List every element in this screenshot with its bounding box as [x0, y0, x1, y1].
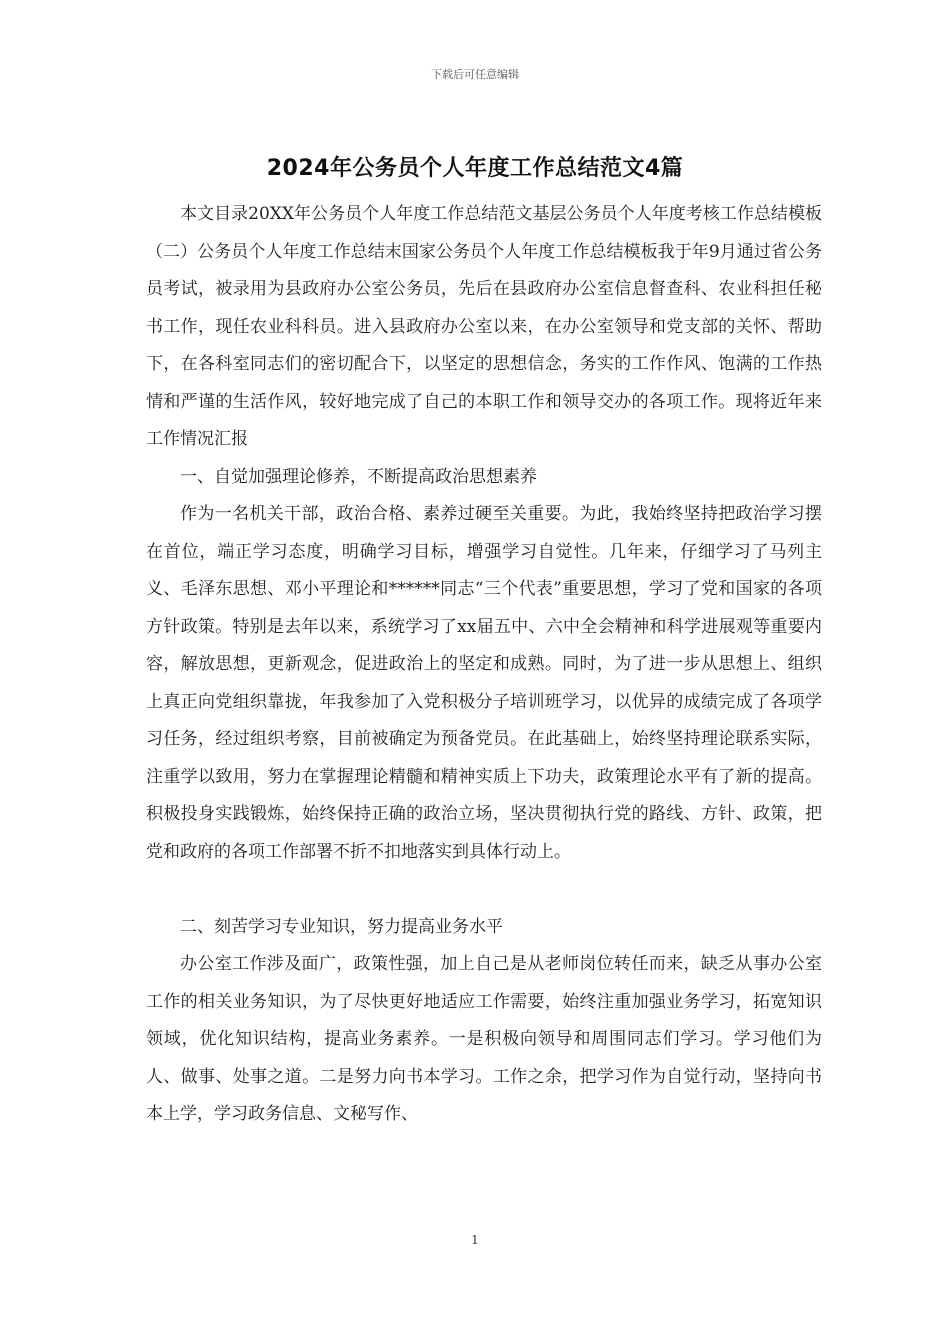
paragraph-section-2: 办公室工作涉及面广，政策性强，加上自己是从老师岗位转任而来，缺乏从事办公室工作的相关业务知识，为了尽快更好地适应工作需要，始终注重加强业务学习，拓宽知识领域，优化知识结构，提高业务素养。一是积极向领导和周围同志们学习。学习他们为人、做事、处事之道。二是努力向书本学习。工作之余，把学习作为自觉行动，坚持向书本上学，学习政务信息、文秘写作、: [146, 954, 822, 1124]
section-heading-2: 二、刻苦学习专业知识，努力提高业务水平: [180, 916, 503, 937]
page-number: 1: [471, 1233, 479, 1247]
header-note: 下载后可任意编辑: [431, 68, 519, 81]
section-heading-1: 一、自觉加强理论修养，不断提高政治思想素养: [180, 466, 537, 487]
paragraph-intro: 本文目录20XX年公务员个人年度工作总结范文基层公务员个人年度考核工作总结模板（二）公务员个人年度工作总结末国家公务员个人年度工作总结模板我于年9月通过省公务员考试，被录用为县政府办公室公务员，先后在县政府办公室信息督查科、农业科担任秘书工作，现任农业科科员。进入县政府办公室以来，在办公室领导和党支部的关怀、帮助下，在各科室同志们的密切配合下，以坚定的思想信念，务实的工作作风、饱满的工作热情和严谨的生活作风，较好地完成了自己的本职工作和领导交办的各项工作。现将近年来工作情况汇报: [146, 204, 822, 449]
paragraph-spacer: [146, 871, 822, 909]
document-body: [146, 196, 822, 1134]
paragraph-section-1: 作为一名机关干部，政治合格、素养过硬至关重要。为此，我始终坚持把政治学习摆在首位，端正学习态度，明确学习目标，增强学习自觉性。几年来，仔细学习了马列主义、毛泽东思想、邓小平理论和******同志“三个代表”重要思想，学习了党和国家的各项方针政策。特别是去年以来，系统学习了xx届五中、六中全会精神和科学进展观等重要内容，解放思想，更新观念，促进政治上的坚定和成熟。同时，为了进一步从思想上、组织上真正向党组织靠拢，年我参加了入党积极分子培训班学习，以优异的成绩完成了各项学习任务，经过组织考察，目前被确定为预备党员。在此基础上，始终坚持理论联系实际，注重学以致用，努力在掌握理论精髓和精神实质上下功夫，政策理论水平有了新的提高。积极投身实践锻炼，始终保持正确的政治立场，坚决贯彻执行党的路线、方针、政策，把党和政府的各项工作部署不折不扣地落实到具体行动上。: [146, 504, 822, 862]
document-title: 2024年公务员个人年度工作总结范文4篇: [266, 156, 684, 181]
